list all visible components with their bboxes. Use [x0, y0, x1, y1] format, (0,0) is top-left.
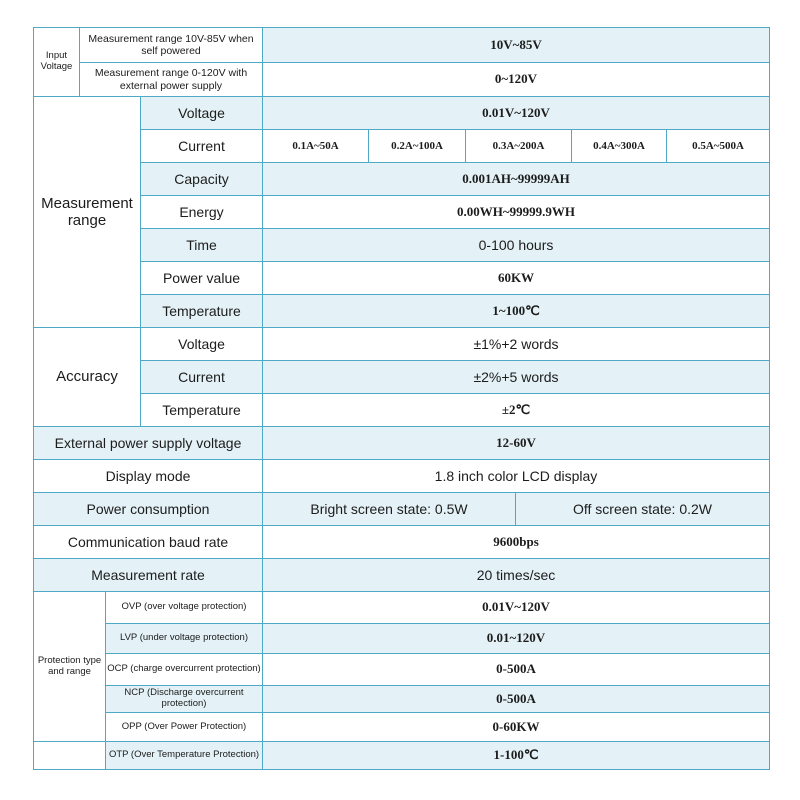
self-powered-range-value: 10V~85V	[262, 27, 770, 63]
measurement-range-header: Measurement range	[33, 96, 141, 328]
display-mode-value: 1.8 inch color LCD display	[262, 459, 770, 493]
specification-table	[33, 27, 770, 770]
mr-temperature-label: Temperature	[140, 294, 263, 328]
protection-label: OTP (Over Temperature Protection)	[105, 741, 263, 770]
baud-rate-label: Communication baud rate	[33, 525, 263, 559]
input-voltage-header: Input Voltage	[33, 27, 80, 97]
mr-time-value: 0-100 hours	[262, 228, 770, 262]
mr-current-value: 0.5A~500A	[666, 129, 770, 163]
protection-label: OVP (over voltage protection)	[105, 591, 263, 624]
protection-value: 0-500A	[262, 685, 770, 713]
external-supply-label: External power supply voltage	[33, 426, 263, 460]
mr-power-label: Power value	[140, 261, 263, 295]
acc-current-label: Current	[140, 360, 263, 394]
mr-current-label: Current	[140, 129, 263, 163]
acc-voltage-value: ±1%+2 words	[262, 327, 770, 361]
power-consumption-bright: Bright screen state: 0.5W	[262, 492, 516, 526]
protection-label: OCP (charge overcurrent protection)	[105, 653, 263, 686]
display-mode-label: Display mode	[33, 459, 263, 493]
protection-value: 0-500A	[262, 653, 770, 686]
protection-header: Protection type and range	[33, 591, 106, 742]
mr-capacity-value: 0.001AH~99999AH	[262, 162, 770, 196]
mr-voltage-value: 0.01V~120V	[262, 96, 770, 130]
accuracy-header: Accuracy	[33, 327, 141, 427]
measurement-rate-value: 20 times/sec	[262, 558, 770, 592]
protection-label: OPP (Over Power Protection)	[105, 712, 263, 742]
protection-empty-cell	[33, 741, 106, 770]
acc-voltage-label: Voltage	[140, 327, 263, 361]
external-range-label: Measurement range 0-120V with external power supply	[79, 62, 263, 97]
mr-capacity-label: Capacity	[140, 162, 263, 196]
protection-value: 0.01V~120V	[262, 591, 770, 624]
acc-current-value: ±2%+5 words	[262, 360, 770, 394]
mr-voltage-label: Voltage	[140, 96, 263, 130]
mr-energy-value: 0.00WH~99999.9WH	[262, 195, 770, 229]
mr-time-label: Time	[140, 228, 263, 262]
measurement-rate-label: Measurement rate	[33, 558, 263, 592]
power-consumption-label: Power consumption	[33, 492, 263, 526]
mr-current-value: 0.2A~100A	[368, 129, 466, 163]
mr-current-value: 0.1A~50A	[262, 129, 369, 163]
protection-value: 1-100℃	[262, 741, 770, 770]
mr-current-value: 0.4A~300A	[571, 129, 667, 163]
mr-temperature-value: 1~100℃	[262, 294, 770, 328]
mr-power-value: 60KW	[262, 261, 770, 295]
mr-energy-label: Energy	[140, 195, 263, 229]
self-powered-range-label: Measurement range 10V-85V when self powered	[79, 27, 263, 63]
power-consumption-off: Off screen state: 0.2W	[515, 492, 770, 526]
external-range-value: 0~120V	[262, 62, 770, 97]
acc-temperature-label: Temperature	[140, 393, 263, 427]
protection-value: 0-60KW	[262, 712, 770, 742]
protection-label: NCP (Discharge overcurrent protection)	[105, 685, 263, 713]
protection-label: LVP (under voltage protection)	[105, 623, 263, 654]
mr-current-value: 0.3A~200A	[465, 129, 572, 163]
protection-value: 0.01~120V	[262, 623, 770, 654]
acc-temperature-value: ±2℃	[262, 393, 770, 427]
external-supply-value: 12-60V	[262, 426, 770, 460]
baud-rate-value: 9600bps	[262, 525, 770, 559]
